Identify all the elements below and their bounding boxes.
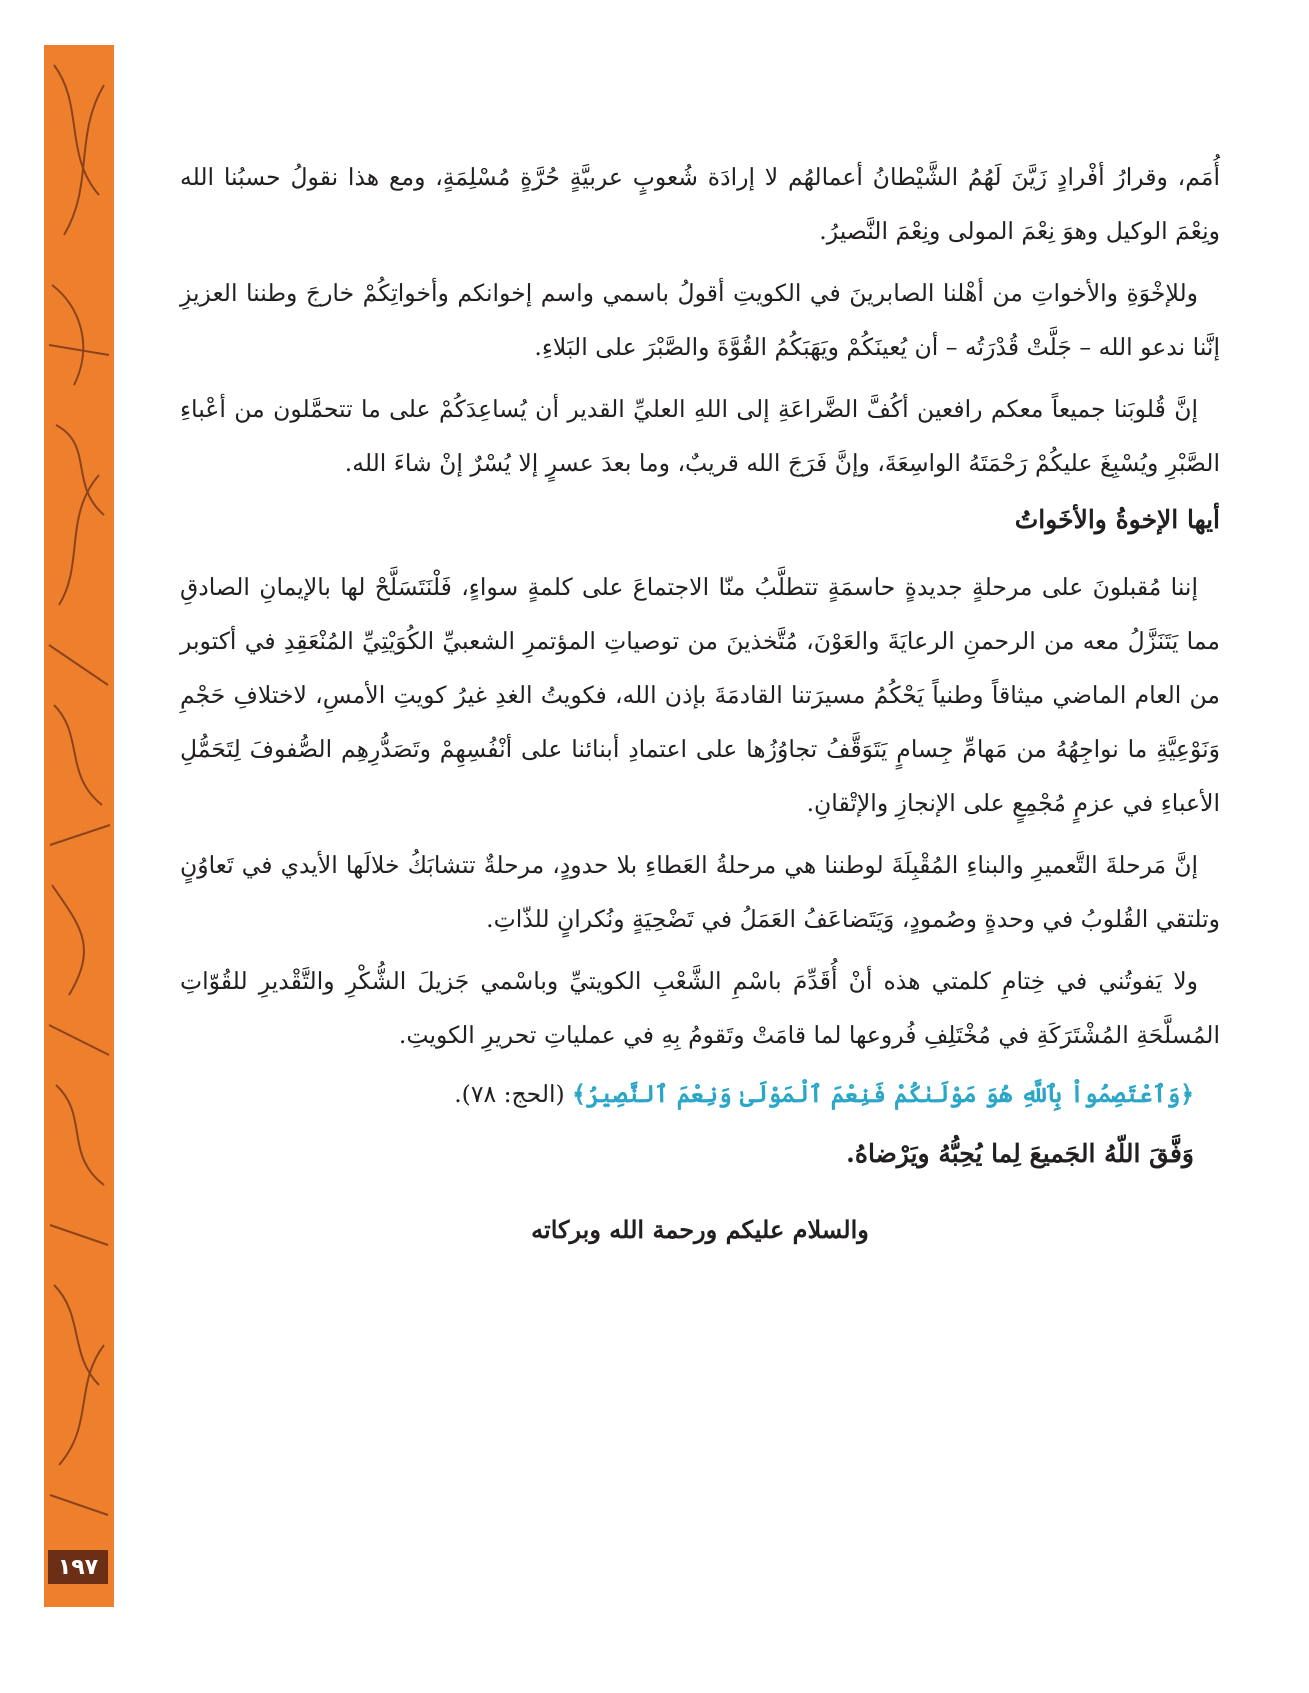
section-heading: أيها الإخوةُ والأخَواتُ (1014, 505, 1220, 534)
quran-verse-line (180, 1070, 1220, 1118)
paragraph-3: إنَّ قُلوبَنا جميعاً معكم رافعين أكُفَّ الضَّراعَةِ إلى اللهِ العليِّ القدير أن يُساعِدَكُمْ على ما تتحمَّلون من أعْباءِ الصَّبْرِ ويُسْبِغَ عليكُمْ رَحْمَتَهُ الواسِعَةَ، وإنَّ فَرَجَ الله قريبٌ، وما بعدَ عسرٍ إلا يُسْرٌ إنْ شاءَ الله. (180, 395, 1220, 477)
paragraph-5: إنَّ مَرحلةَ التَّعميرِ والبناءِ المُقْبِلَةَ لوطننا هي مرحلةُ العَطاءِ بلا حدودٍ، مرحلةٌ تتشابَكُ خلالَها الأيدي في تَعاوُنٍ وتلتقي القُلوبُ في وحدةٍ وصُمودٍ، وَيَتَضاعَفُ العَمَلُ في تَضْحِيَةٍ ونُكرانٍ للذّاتِ. (180, 851, 1220, 933)
paragraph-2: وللإخْوَةِ والأخواتِ من أهْلنا الصابرينَ في الكويتِ أقولُ باسمي واسم إخوانكم وأخواتِكُمْ خارجَ وطننا العزيزِ إنَّنا ندعو الله – جَلَّتْ قُدْرَتُه – أن يُعينَكُمْ ويَهَبَكُمُ القُوَّةَ والصَّبْرَ على البَلاءِ. (180, 279, 1220, 361)
verse-reference: (الحج: ٧٨). (454, 1080, 565, 1108)
calligraphy-pattern-icon (44, 45, 114, 1607)
closing-line: وَفَّقَ اللّهُ الجَميعَ لِما يُحِبُّهُ ويَرْضاهُ. (846, 1139, 1194, 1168)
page-body (180, 150, 1220, 1252)
decorative-side-stripe (44, 45, 114, 1607)
quran-verse: ﴿وَٱعْتَصِمُواْ بِٱللَّهِ هُوَ مَوْلَىٰكُمْ فَنِعْمَ ٱلْمَوْلَىٰ وَنِعْمَ ٱلنَّصِيرُ﴾ (572, 1080, 1194, 1108)
paragraph-6: ولا يَفوتُني في خِتامِ كلمتي هذه أنْ أُقَدِّمَ باسْمِ الشَّعْبِ الكويتيِّ وباسْمي جَزيلَ الشُّكْرِ والتَّقْديرِ للقُوّاتِ المُسلَّحَةِ المُشْتَرَكَةِ في مُخْتَلِفِ فُروعها لما قامَتْ وتَقومُ بِهِ في عملياتِ تحريرِ الكويتِ. (180, 967, 1220, 1049)
page-number: ١٩٧ (48, 1550, 108, 1584)
salutation: والسلام عليكم ورحمة الله وبركاته (531, 1215, 869, 1244)
paragraph-1: أُمَم، وقرارُ أفْرادٍ زَيَّنَ لَهُمُ الشَّيْطانُ أعمالهُم لا إرادَة شُعوبٍ عربيَّةٍ حُرَّةٍ مُسْلِمَةٍ، ومع هذا نقولُ حسبُنا الله ونِعْمَ الوكيل وهوَ نِعْمَ المولى ونِعْمَ النَّصيرُ. (180, 163, 1220, 245)
paragraph-4: إننا مُقبلونَ على مرحلةٍ جديدةٍ حاسمَةٍ تتطلَّبُ منّا الاجتماعَ على كلمةٍ سواءٍ، فَلْنَتَسَلَّحْ لها بالإيمانِ الصادقِ مما يَتَنَزَّلُ معه من الرحمنِ الرعايَةَ والعَوْنَ، مُتَّخذينَ من توصياتِ المؤتمرِ الشعبيِّ الكُوَيْتِيِّ المُنْعَقِدِ في أكتوبر من العام الماضي ميثاقاً وطنياً يَحْكُمُ مسيرَتنا القادمَةَ بإذن الله، فكويتُ الغدِ غيرُ كويتِ الأمسِ، لاختلافِ حَجْمِ وَنَوْعِيَّةِ ما نواجِهُهُ من مَهامِّ جِسامٍ يَتَوَقَّفُ تجاوُزُها على اعتمادِ أبنائنا على أنْفُسِهِمْ وتَصَدُّرِهِم الصُّفوفَ لِتَحَمُّلِ الأعباءِ في عزمٍ مُجْمِعٍ على الإنجازِ والإتْقانِ. (180, 573, 1220, 817)
